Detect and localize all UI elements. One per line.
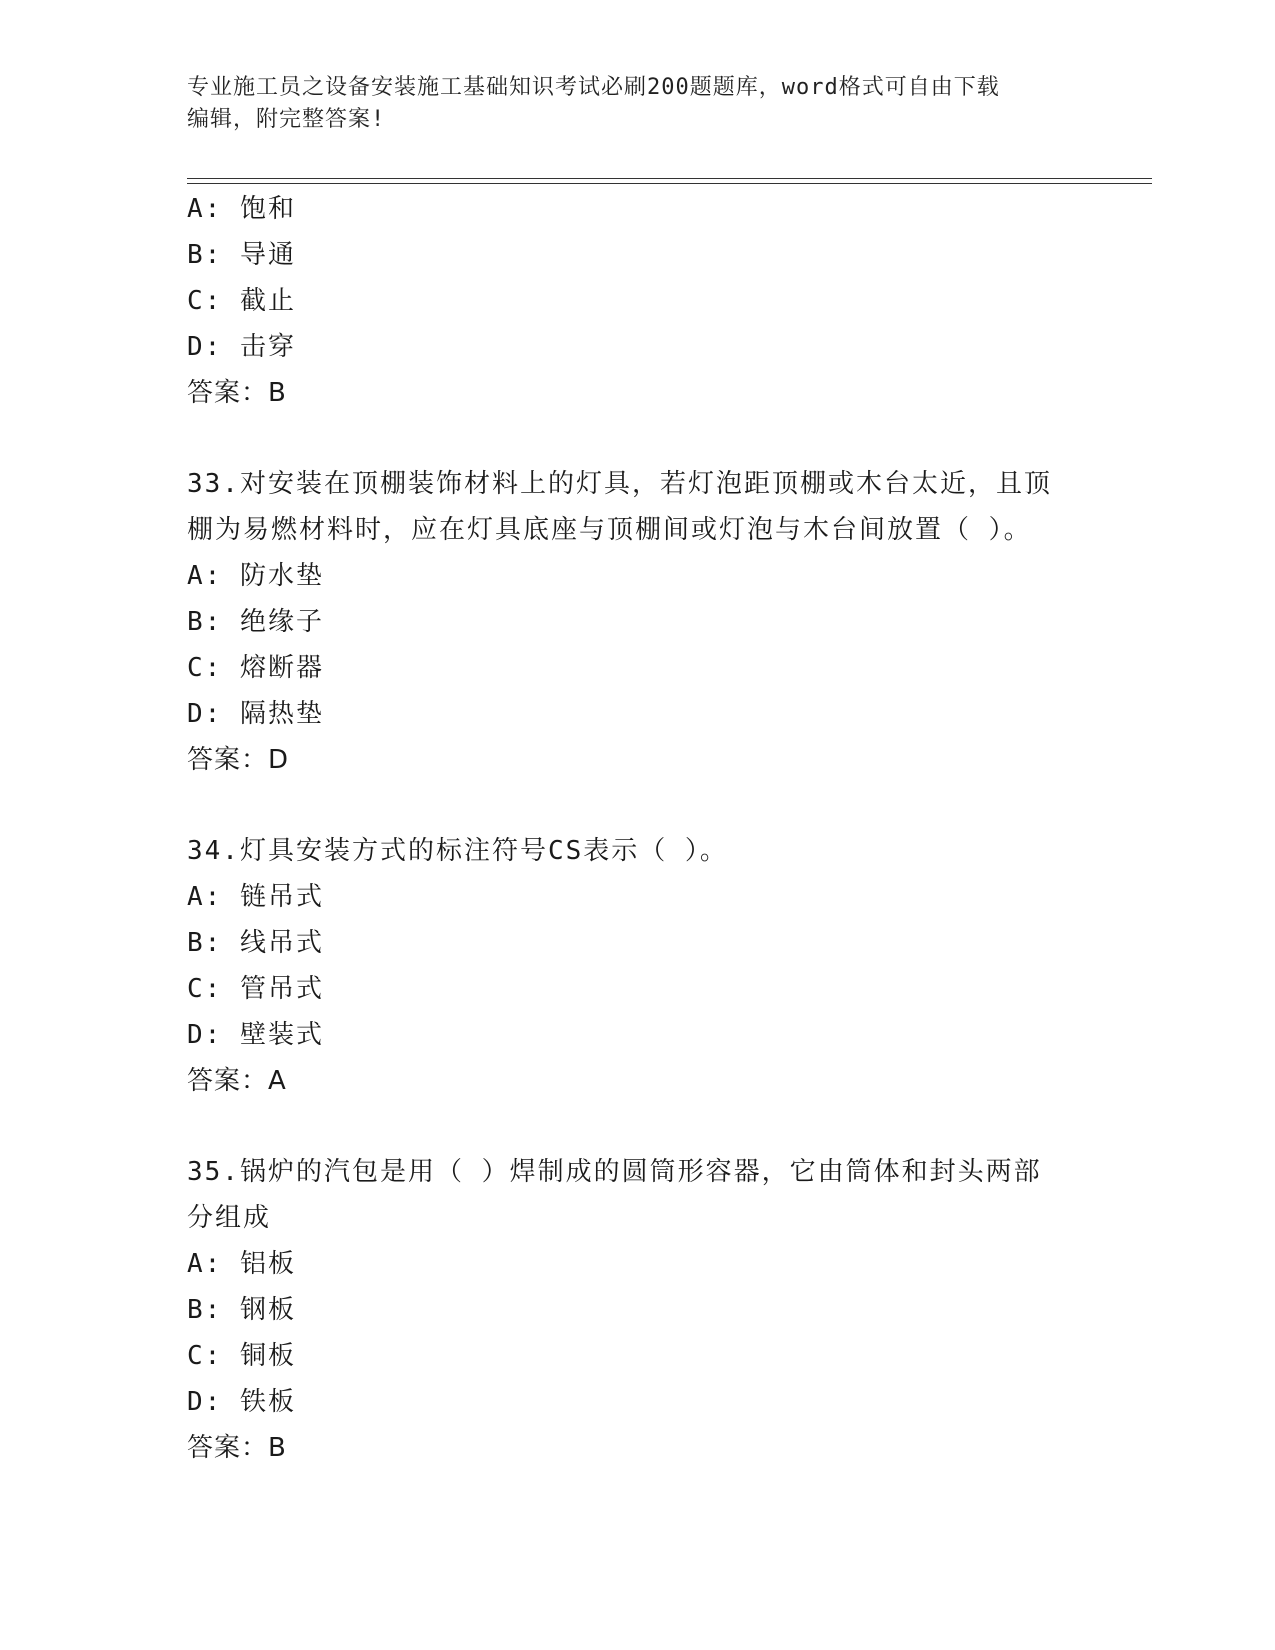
header-line-2: 编辑，附完整答案! — [187, 107, 386, 132]
header-line-1: 专业施工员之设备安装施工基础知识考试必刷200题题库，word格式可自由下载 — [187, 75, 1000, 100]
option-a: A: 链吊式 — [187, 882, 324, 912]
answer-line: 答案：B — [187, 1433, 287, 1463]
option-a: A: 饱和 — [187, 194, 296, 224]
option-d: D: 壁装式 — [187, 1020, 324, 1050]
option-d: D: 隔热垫 — [187, 699, 324, 729]
question-stem-line: 棚为易燃材料时，应在灯具底座与顶棚间或灯泡与木台间放置（ ）。 — [187, 515, 1032, 545]
question-block-34 — [187, 828, 1087, 1104]
header-divider-top — [187, 178, 1152, 179]
option-b: B: 线吊式 — [187, 928, 324, 958]
option-b: B: 绝缘子 — [187, 607, 324, 637]
question-list — [187, 186, 1087, 1471]
question-block-35 — [187, 1149, 1087, 1471]
answer-line: 答案：A — [187, 1066, 287, 1096]
document-header — [187, 72, 1087, 136]
question-stem-line: 分组成 — [187, 1203, 272, 1233]
option-c: C: 铜板 — [187, 1341, 296, 1371]
option-b: B: 导通 — [187, 240, 296, 270]
header-divider-bottom — [187, 183, 1152, 184]
question-block-prev — [187, 186, 1087, 416]
option-c: C: 熔断器 — [187, 653, 324, 683]
question-block-33 — [187, 461, 1087, 783]
option-a: A: 铝板 — [187, 1249, 296, 1279]
question-stem-line: 33.对安装在顶棚装饰材料上的灯具，若灯泡距顶棚或木台太近，且顶 — [187, 469, 1052, 499]
answer-line: 答案：D — [187, 745, 290, 775]
option-b: B: 钢板 — [187, 1295, 296, 1325]
option-d: D: 击穿 — [187, 332, 296, 362]
option-a: A: 防水垫 — [187, 561, 324, 591]
answer-line: 答案：B — [187, 378, 287, 408]
option-c: C: 管吊式 — [187, 974, 324, 1004]
question-stem-line: 34.灯具安装方式的标注符号CS表示（ ）。 — [187, 836, 728, 866]
option-c: C: 截止 — [187, 286, 296, 316]
question-stem-line: 35.锅炉的汽包是用（ ）焊制成的圆筒形容器，它由筒体和封头两部 — [187, 1157, 1042, 1187]
option-d: D: 铁板 — [187, 1387, 296, 1417]
